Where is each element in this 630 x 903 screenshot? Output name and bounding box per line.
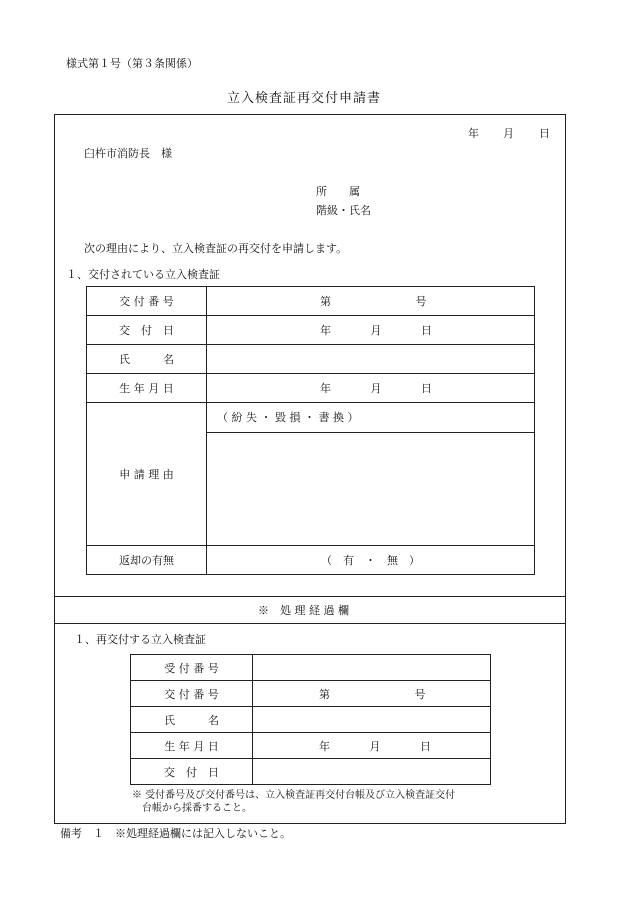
table-row [131, 759, 491, 785]
return-label: 返却の有無 [87, 546, 207, 575]
issue-date-field[interactable] [207, 316, 535, 345]
receipt-field[interactable] [253, 655, 491, 681]
table-row [131, 681, 491, 707]
table-row [87, 374, 535, 403]
reissue-birth-label: 生 年 月 日 [131, 733, 253, 759]
number-label: 交 付 番 号 [87, 287, 207, 316]
reason-cell [207, 403, 535, 546]
reissue-number-prefix: 第 [319, 687, 330, 701]
process-heading: ※ 処 理 経 過 欄 [258, 604, 349, 617]
reissue-birth-day: 日 [420, 739, 431, 753]
form-number: 様式第１号（第３条関係） [66, 57, 198, 70]
table-row [131, 707, 491, 733]
reissue-name-label: 氏 名 [131, 707, 253, 733]
reason-options[interactable]: （ 紛 失 ・ 毀 損 ・ 書 換 ） [217, 411, 359, 424]
note-line-1: ※ 受付番号及び交付番号は、立入検査証再交付台帳及び立入検査証交付 [132, 790, 456, 801]
date-day: 日 [539, 127, 550, 140]
reissue-name-field[interactable] [253, 707, 491, 733]
birth-label: 生 年 月 日 [87, 374, 207, 403]
birth-day: 日 [421, 382, 432, 395]
number-suffix: 号 [415, 295, 427, 308]
issue-date-label: 交 付 日 [87, 316, 207, 345]
current-certificate-table [86, 286, 535, 575]
reissue-birth-field[interactable] [253, 733, 491, 759]
receipt-label: 受 付 番 号 [131, 655, 253, 681]
section1-heading: １、交付されている立入検査証 [66, 268, 220, 281]
section-divider-top [54, 596, 566, 597]
remarks: 備考 １ ※処理経過欄には記入しないこと。 [60, 827, 291, 840]
return-options[interactable]: （ 有 ・ 無 ） [207, 546, 535, 575]
reissue-number-label: 交 付 番 号 [131, 681, 253, 707]
issue-year: 年 [320, 324, 331, 337]
affiliation-label: 所 属 [316, 185, 360, 198]
table-row [87, 316, 535, 345]
table-row [87, 287, 535, 316]
issue-month: 月 [370, 324, 382, 337]
number-prefix: 第 [320, 295, 331, 308]
page-title: 立入検査証再交付申請書 [227, 91, 382, 106]
reissue-date-label: 交 付 日 [131, 759, 253, 785]
name-label: 氏 名 [87, 345, 207, 374]
date-month: 月 [503, 127, 514, 140]
table-row [131, 655, 491, 681]
reissue-birth-year: 年 [319, 739, 330, 753]
number-field[interactable] [207, 287, 535, 316]
intro-text: 次の理由により、立入検査証の再交付を申請します。 [84, 242, 348, 255]
reissue-birth-month: 月 [369, 739, 381, 753]
table-row [87, 403, 535, 546]
note-line-2: 台帳から採番すること。 [142, 803, 252, 814]
birth-month: 月 [370, 382, 382, 395]
date-year: 年 [468, 127, 479, 140]
table-row [131, 733, 491, 759]
process-subheading: １、再交付する立入検査証 [74, 633, 206, 646]
reissue-table [130, 654, 491, 785]
table-row [87, 546, 535, 575]
addressee: 臼杵市消防長 様 [84, 147, 172, 160]
birth-year: 年 [320, 382, 331, 395]
section-divider-bottom [54, 623, 566, 624]
name-field[interactable] [207, 345, 535, 374]
birth-field[interactable] [207, 374, 535, 403]
reissue-number-field[interactable] [253, 681, 491, 707]
reissue-date-field[interactable] [253, 759, 491, 785]
table-row [87, 345, 535, 374]
issue-day: 日 [421, 324, 432, 337]
reissue-number-suffix: 号 [414, 687, 426, 701]
reason-detail-field[interactable] [207, 432, 534, 545]
reason-label: 申 請 理 由 [87, 403, 207, 546]
rank-name-label: 階級・氏名 [316, 204, 371, 217]
